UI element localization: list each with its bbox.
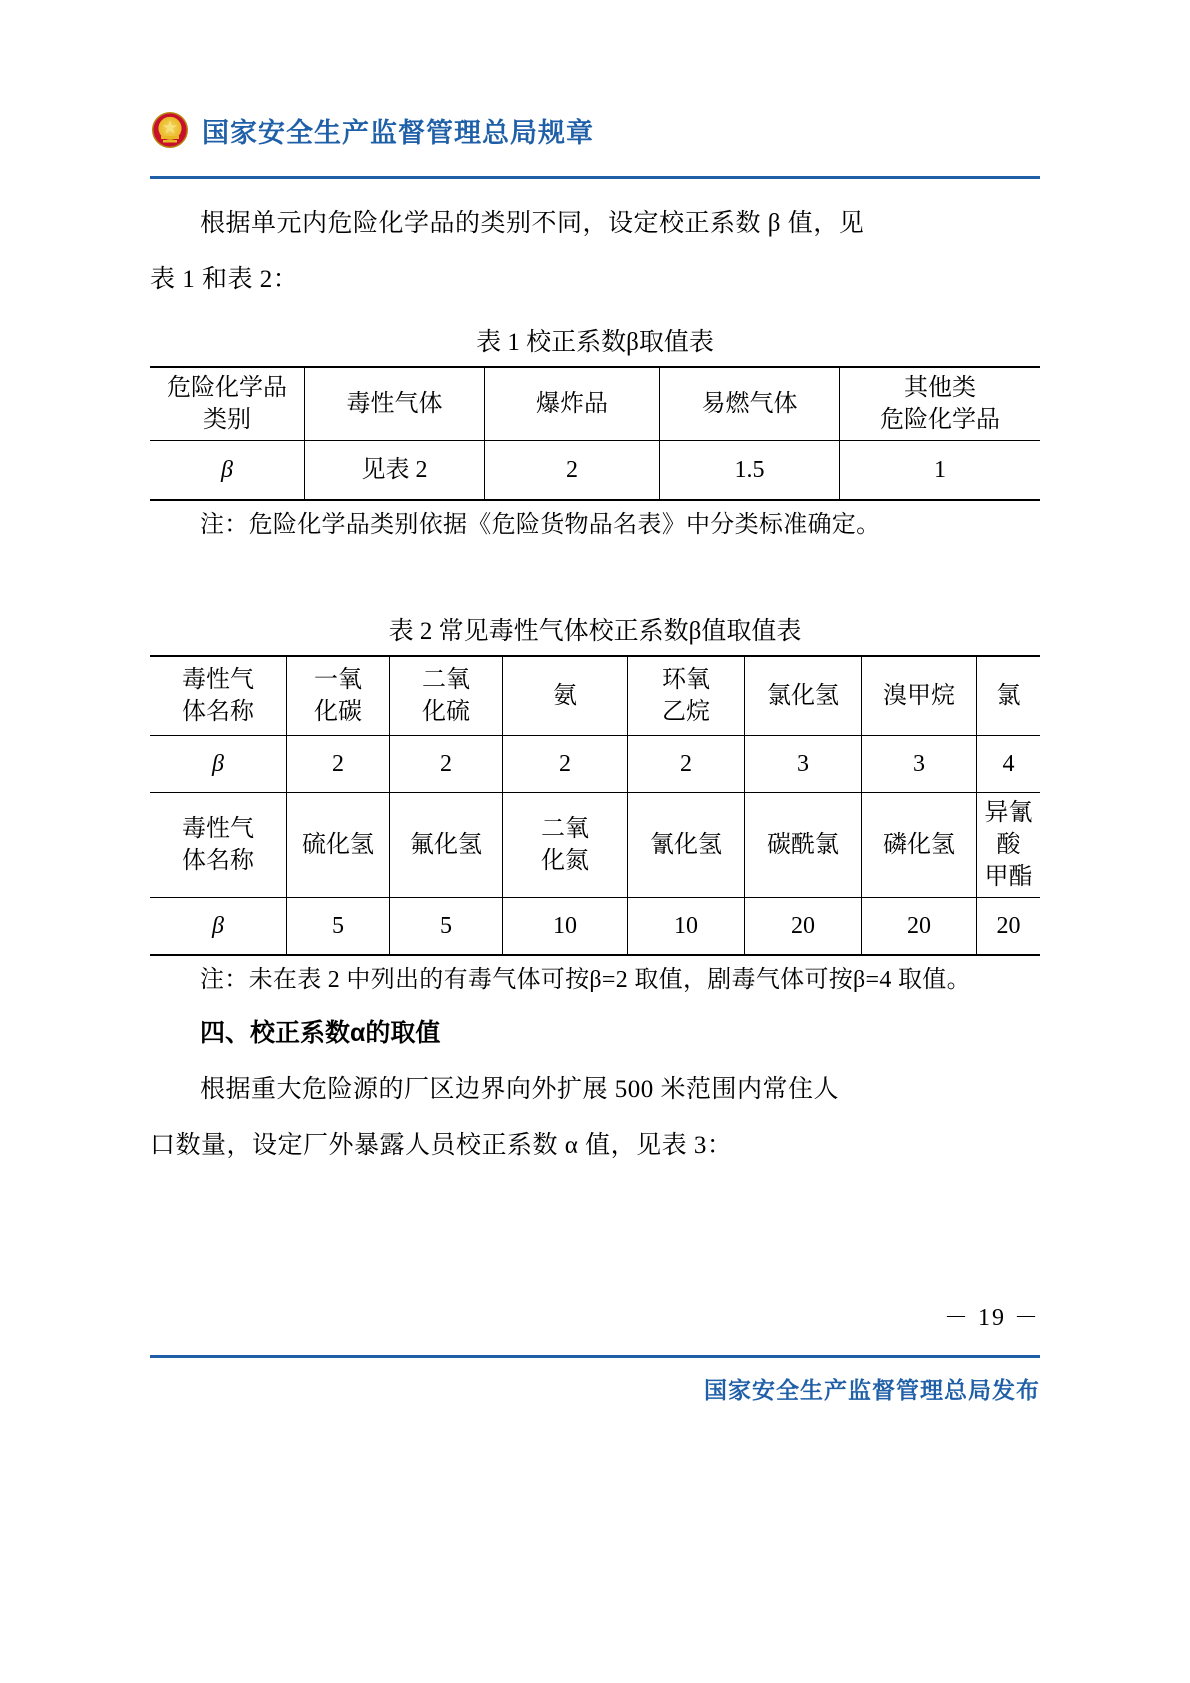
cell-line-2: 化碳 [314,699,362,725]
cell-line-1: 氯化氢 [767,683,839,709]
page-number: － 19 － [944,1305,1040,1331]
cell-line-2: 体名称 [182,848,254,874]
table-toxic-gas-beta-values [150,655,1040,956]
table1-note: 注：危险化学品类别依据《危险货物品名表》中分类标准确定。 [200,512,881,538]
cell-line-2: 体名称 [182,699,254,725]
table2-gas-7 [287,793,390,898]
table2-gas-8 [390,793,503,898]
cell-line-1: 二氧 [422,667,470,693]
table2-row4-value-2: 10 [503,898,628,956]
table1-value-0: 见表 2 [305,441,485,501]
table2-row4-value-0: 5 [287,898,390,956]
cell-line-1: 一氧 [314,667,362,693]
table2-row2-label: β [150,736,287,793]
table2-row2-value-4: 3 [745,736,862,793]
national-emblem-icon [150,110,190,150]
table2-row2-value-5: 3 [862,736,977,793]
table2-gas-5 [862,656,977,736]
cell-line-2: 乙烷 [662,699,710,725]
table2-row4-value-4: 20 [745,898,862,956]
cell-line-1: 毒性气 [182,667,254,693]
section-heading-alpha: 四、校正系数α的取值 [200,1019,441,1047]
cell-line-2: 化硫 [422,699,470,725]
table2-row4-value-5: 20 [862,898,977,956]
table-correction-coefficient-beta [150,366,1040,501]
cell-line-1: 氰化氢 [650,832,722,858]
cell-line-1: 易燃气体 [701,391,798,417]
cell-line-1: 异氰酸 [984,800,1033,858]
cell-line-1: 硫化氢 [302,832,374,858]
document-content [150,196,1040,1174]
table-row [150,736,1040,793]
intro-text-2: 表 1 和表 2： [150,266,299,293]
table1-header-cell-4 [840,367,1041,441]
cell-line-2: 类别 [203,407,251,433]
table2-gas-6 [977,656,1041,736]
table-row [150,898,1040,956]
table2-gas-12 [862,793,977,898]
table1-row-label: β [150,441,305,501]
table2-gas-1 [390,656,503,736]
table2-gas-10 [628,793,745,898]
paragraph-closing-line2 [150,1118,1040,1174]
table-row [150,656,1040,736]
cell-line-1: 毒性气体 [346,391,443,417]
cell-line-2: 危险化学品 [880,407,1000,433]
table2-row4-value-3: 10 [628,898,745,956]
cell-line-1: 磷化氢 [883,832,955,858]
cell-line-1: 环氧 [662,667,710,693]
cell-line-1: 其他类 [904,375,976,401]
table1-header-cell-0 [150,367,305,441]
table-row [150,441,1040,501]
table1-header-cell-1 [305,367,485,441]
table2-row2-value-6: 4 [977,736,1041,793]
table-row [150,367,1040,441]
table2-row3-label [150,793,287,898]
closing-text-1: 根据重大危险源的厂区边界向外扩展 500 米范围内常住人 [200,1076,840,1103]
footer-divider [150,1355,1040,1358]
cell-line-1: 毒性气 [182,816,254,842]
table1-caption: 表 1 校正系数β取值表 [476,329,714,356]
cell-line-1: 碳酰氯 [767,832,839,858]
table2-gas-9 [503,793,628,898]
cell-line-1: 氨 [553,683,577,709]
table2-gas-3 [628,656,745,736]
cell-line-1: 爆炸品 [536,391,608,417]
table2-row2-value-1: 2 [390,736,503,793]
table2-gas-11 [745,793,862,898]
table2-gas-13 [977,793,1041,898]
cell-line-1: 二氧 [541,816,589,842]
table2-caption: 表 2 常见毒性气体校正系数β值取值表 [388,618,802,645]
cell-line-1: 溴甲烷 [883,683,955,709]
cell-line-1: 危险化学品 [167,375,287,401]
table2-gas-2 [503,656,628,736]
table2-row2-value-2: 2 [503,736,628,793]
table1-value-2: 1.5 [660,441,840,501]
table2-row4-value-6: 20 [977,898,1041,956]
table1-value-3: 1 [840,441,1041,501]
paragraph-closing-line1 [150,1062,1040,1118]
cell-line-1: 氯 [996,683,1021,709]
table1-header-cell-2 [485,367,660,441]
table1-value-1: 2 [485,441,660,501]
table2-note: 注：未在表 2 中列出的有毒气体可按β=2 取值，剧毒气体可按β=4 取值。 [200,967,971,993]
cell-line-2: 化氮 [541,848,589,874]
table2-gas-0 [287,656,390,736]
header-title: 国家安全生产监督管理总局规章 [202,117,594,148]
table2-row2-value-3: 2 [628,736,745,793]
paragraph-intro-line2 [150,252,1040,308]
table2-row1-label [150,656,287,736]
table-row [150,793,1040,898]
paragraph-intro-line1 [150,196,1040,252]
header-divider [150,176,1040,179]
table2-gas-4 [745,656,862,736]
table2-row4-value-1: 5 [390,898,503,956]
table2-row4-label: β [150,898,287,956]
document-header [150,110,1040,150]
footer-publisher: 国家安全生产监督管理总局发布 [704,1377,1040,1403]
closing-text-2: 口数量，设定厂外暴露人员校正系数 α 值，见表 3： [150,1132,733,1159]
table2-row2-value-0: 2 [287,736,390,793]
cell-line-2: 甲酯 [984,864,1033,890]
intro-text-1: 根据单元内危险化学品的类别不同，设定校正系数 β 值，见 [200,210,865,237]
cell-line-1: 氟化氢 [410,832,482,858]
table1-header-cell-3 [660,367,840,441]
